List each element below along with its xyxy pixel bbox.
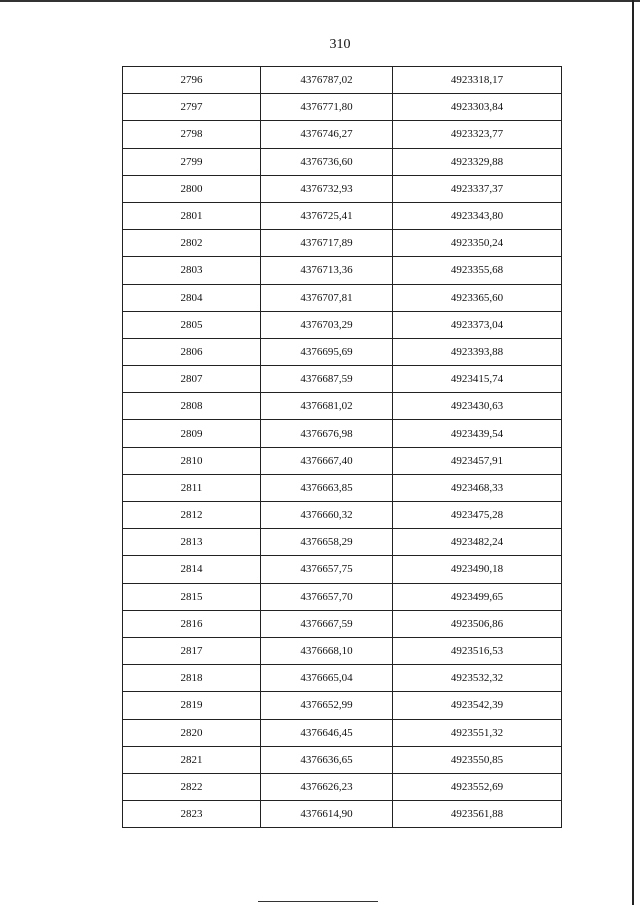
- table-row: [123, 284, 562, 311]
- x-coordinate-cell: 4376725,41: [261, 202, 393, 229]
- table-row: [123, 67, 562, 94]
- y-coordinate-cell: 4923457,91: [393, 447, 562, 474]
- y-coordinate-cell: 4923329,88: [393, 148, 562, 175]
- x-coordinate-cell: 4376676,98: [261, 420, 393, 447]
- x-coordinate-cell: 4376717,89: [261, 230, 393, 257]
- y-coordinate-cell: 4923343,80: [393, 202, 562, 229]
- coordinates-table: [122, 66, 562, 828]
- table-row: [123, 447, 562, 474]
- y-coordinate-cell: 4923415,74: [393, 366, 562, 393]
- y-coordinate-cell: 4923482,24: [393, 529, 562, 556]
- point-number-cell: 2812: [123, 502, 261, 529]
- x-coordinate-cell: 4376665,04: [261, 665, 393, 692]
- y-coordinate-cell: 4923337,37: [393, 175, 562, 202]
- x-coordinate-cell: 4376660,32: [261, 502, 393, 529]
- table-row: [123, 94, 562, 121]
- x-coordinate-cell: 4376707,81: [261, 284, 393, 311]
- y-coordinate-cell: 4923499,65: [393, 583, 562, 610]
- x-coordinate-cell: 4376668,10: [261, 637, 393, 664]
- y-coordinate-cell: 4923516,53: [393, 637, 562, 664]
- point-number-cell: 2809: [123, 420, 261, 447]
- point-number-cell: 2796: [123, 67, 261, 94]
- table-row: [123, 230, 562, 257]
- table-row: [123, 121, 562, 148]
- table-row: [123, 148, 562, 175]
- table-row: [123, 773, 562, 800]
- y-coordinate-cell: 4923542,39: [393, 692, 562, 719]
- y-coordinate-cell: 4923468,33: [393, 474, 562, 501]
- table-row: [123, 175, 562, 202]
- point-number-cell: 2805: [123, 311, 261, 338]
- y-coordinate-cell: 4923323,77: [393, 121, 562, 148]
- x-coordinate-cell: 4376687,59: [261, 366, 393, 393]
- page-number: 310: [329, 37, 351, 52]
- y-coordinate-cell: 4923552,69: [393, 773, 562, 800]
- x-coordinate-cell: 4376681,02: [261, 393, 393, 420]
- table-row: [123, 719, 562, 746]
- point-number-cell: 2808: [123, 393, 261, 420]
- table-row: [123, 338, 562, 365]
- table-row: [123, 311, 562, 338]
- bottom-scan-mark: [258, 901, 378, 902]
- table-row: [123, 393, 562, 420]
- y-coordinate-cell: 4923506,86: [393, 610, 562, 637]
- point-number-cell: 2798: [123, 121, 261, 148]
- y-coordinate-cell: 4923475,28: [393, 502, 562, 529]
- table-row: [123, 556, 562, 583]
- y-coordinate-cell: 4923561,88: [393, 801, 562, 828]
- y-coordinate-cell: 4923350,24: [393, 230, 562, 257]
- point-number-cell: 2816: [123, 610, 261, 637]
- point-number-cell: 2818: [123, 665, 261, 692]
- x-coordinate-cell: 4376636,65: [261, 746, 393, 773]
- point-number-cell: 2813: [123, 529, 261, 556]
- x-coordinate-cell: 4376736,60: [261, 148, 393, 175]
- point-number-cell: 2820: [123, 719, 261, 746]
- x-coordinate-cell: 4376626,23: [261, 773, 393, 800]
- y-coordinate-cell: 4923393,88: [393, 338, 562, 365]
- y-coordinate-cell: 4923490,18: [393, 556, 562, 583]
- table-row: [123, 420, 562, 447]
- page-edge-right: [632, 0, 634, 905]
- y-coordinate-cell: 4923373,04: [393, 311, 562, 338]
- table-row: [123, 529, 562, 556]
- point-number-cell: 2814: [123, 556, 261, 583]
- y-coordinate-cell: 4923532,32: [393, 665, 562, 692]
- table-row: [123, 502, 562, 529]
- x-coordinate-cell: 4376657,75: [261, 556, 393, 583]
- x-coordinate-cell: 4376787,02: [261, 67, 393, 94]
- point-number-cell: 2800: [123, 175, 261, 202]
- point-number-cell: 2801: [123, 202, 261, 229]
- y-coordinate-cell: 4923318,17: [393, 67, 562, 94]
- page-edge-top: [0, 0, 640, 2]
- point-number-cell: 2823: [123, 801, 261, 828]
- point-number-cell: 2822: [123, 773, 261, 800]
- table-row: [123, 366, 562, 393]
- point-number-cell: 2817: [123, 637, 261, 664]
- point-number-cell: 2810: [123, 447, 261, 474]
- point-number-cell: 2819: [123, 692, 261, 719]
- coordinates-table-body: [123, 67, 562, 828]
- y-coordinate-cell: 4923439,54: [393, 420, 562, 447]
- x-coordinate-cell: 4376663,85: [261, 474, 393, 501]
- point-number-cell: 2804: [123, 284, 261, 311]
- table-row: [123, 637, 562, 664]
- table-row: [123, 610, 562, 637]
- x-coordinate-cell: 4376646,45: [261, 719, 393, 746]
- x-coordinate-cell: 4376667,40: [261, 447, 393, 474]
- x-coordinate-cell: 4376695,69: [261, 338, 393, 365]
- y-coordinate-cell: 4923303,84: [393, 94, 562, 121]
- point-number-cell: 2802: [123, 230, 261, 257]
- y-coordinate-cell: 4923550,85: [393, 746, 562, 773]
- point-number-cell: 2799: [123, 148, 261, 175]
- x-coordinate-cell: 4376657,70: [261, 583, 393, 610]
- x-coordinate-cell: 4376771,80: [261, 94, 393, 121]
- table-row: [123, 583, 562, 610]
- point-number-cell: 2807: [123, 366, 261, 393]
- x-coordinate-cell: 4376614,90: [261, 801, 393, 828]
- y-coordinate-cell: 4923365,60: [393, 284, 562, 311]
- x-coordinate-cell: 4376732,93: [261, 175, 393, 202]
- table-row: [123, 665, 562, 692]
- table-row: [123, 692, 562, 719]
- x-coordinate-cell: 4376703,29: [261, 311, 393, 338]
- point-number-cell: 2815: [123, 583, 261, 610]
- x-coordinate-cell: 4376652,99: [261, 692, 393, 719]
- y-coordinate-cell: 4923551,32: [393, 719, 562, 746]
- point-number-cell: 2797: [123, 94, 261, 121]
- point-number-cell: 2811: [123, 474, 261, 501]
- table-row: [123, 746, 562, 773]
- x-coordinate-cell: 4376746,27: [261, 121, 393, 148]
- table-row: [123, 202, 562, 229]
- table-row: [123, 257, 562, 284]
- table-row: [123, 474, 562, 501]
- x-coordinate-cell: 4376713,36: [261, 257, 393, 284]
- y-coordinate-cell: 4923355,68: [393, 257, 562, 284]
- x-coordinate-cell: 4376658,29: [261, 529, 393, 556]
- point-number-cell: 2803: [123, 257, 261, 284]
- x-coordinate-cell: 4376667,59: [261, 610, 393, 637]
- table-row: [123, 801, 562, 828]
- y-coordinate-cell: 4923430,63: [393, 393, 562, 420]
- point-number-cell: 2821: [123, 746, 261, 773]
- point-number-cell: 2806: [123, 338, 261, 365]
